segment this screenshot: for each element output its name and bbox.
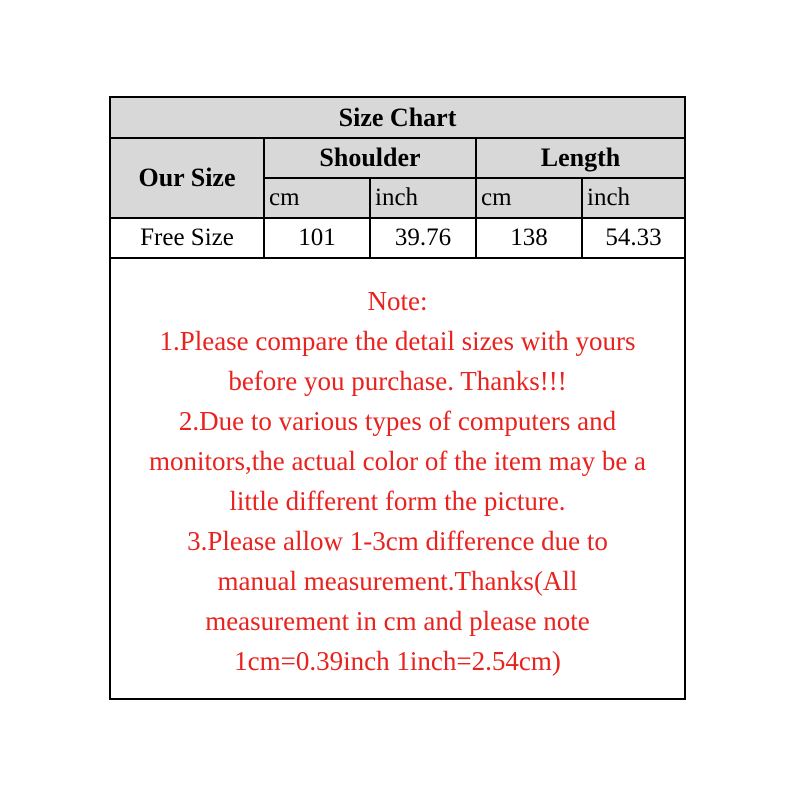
note-line: 1.Please compare the detail sizes with yours [159, 326, 636, 356]
note-line: little different form the picture. [229, 486, 566, 516]
length-inch-cell: 54.33 [582, 218, 684, 258]
unit-header-shoulder-cm: cm [264, 178, 370, 218]
size-cell: Free Size [111, 218, 264, 258]
group-header-row [111, 138, 684, 178]
our-size-header: Our Size [111, 138, 264, 218]
note-line: 1cm=0.39inch 1inch=2.54cm) [234, 646, 561, 676]
shoulder-inch-cell: 39.76 [370, 218, 476, 258]
note-line: before you purchase. Thanks!!! [228, 366, 567, 396]
note-line: monitors,the actual color of the item may be a [148, 446, 647, 476]
unit-header-length-inch: inch [582, 178, 684, 218]
note-heading: Note: [367, 286, 428, 316]
size-chart [109, 96, 686, 700]
note-line: 2.Due to various types of computers and [178, 406, 617, 436]
size-table [111, 98, 684, 259]
unit-header-shoulder-inch: inch [370, 178, 476, 218]
notes-section [111, 281, 684, 681]
table-title: Size Chart [111, 98, 684, 138]
note-line: measurement in cm and please note [205, 606, 590, 636]
shoulder-header: Shoulder [264, 138, 476, 178]
note-line: 3.Please allow 1-3cm difference due to [187, 526, 608, 556]
length-header: Length [476, 138, 684, 178]
shoulder-cm-cell: 101 [264, 218, 370, 258]
note-line: manual measurement.Thanks(All [217, 566, 578, 596]
title-row [111, 98, 684, 138]
length-cm-cell: 138 [476, 218, 582, 258]
unit-header-length-cm: cm [476, 178, 582, 218]
table-row [111, 218, 684, 258]
